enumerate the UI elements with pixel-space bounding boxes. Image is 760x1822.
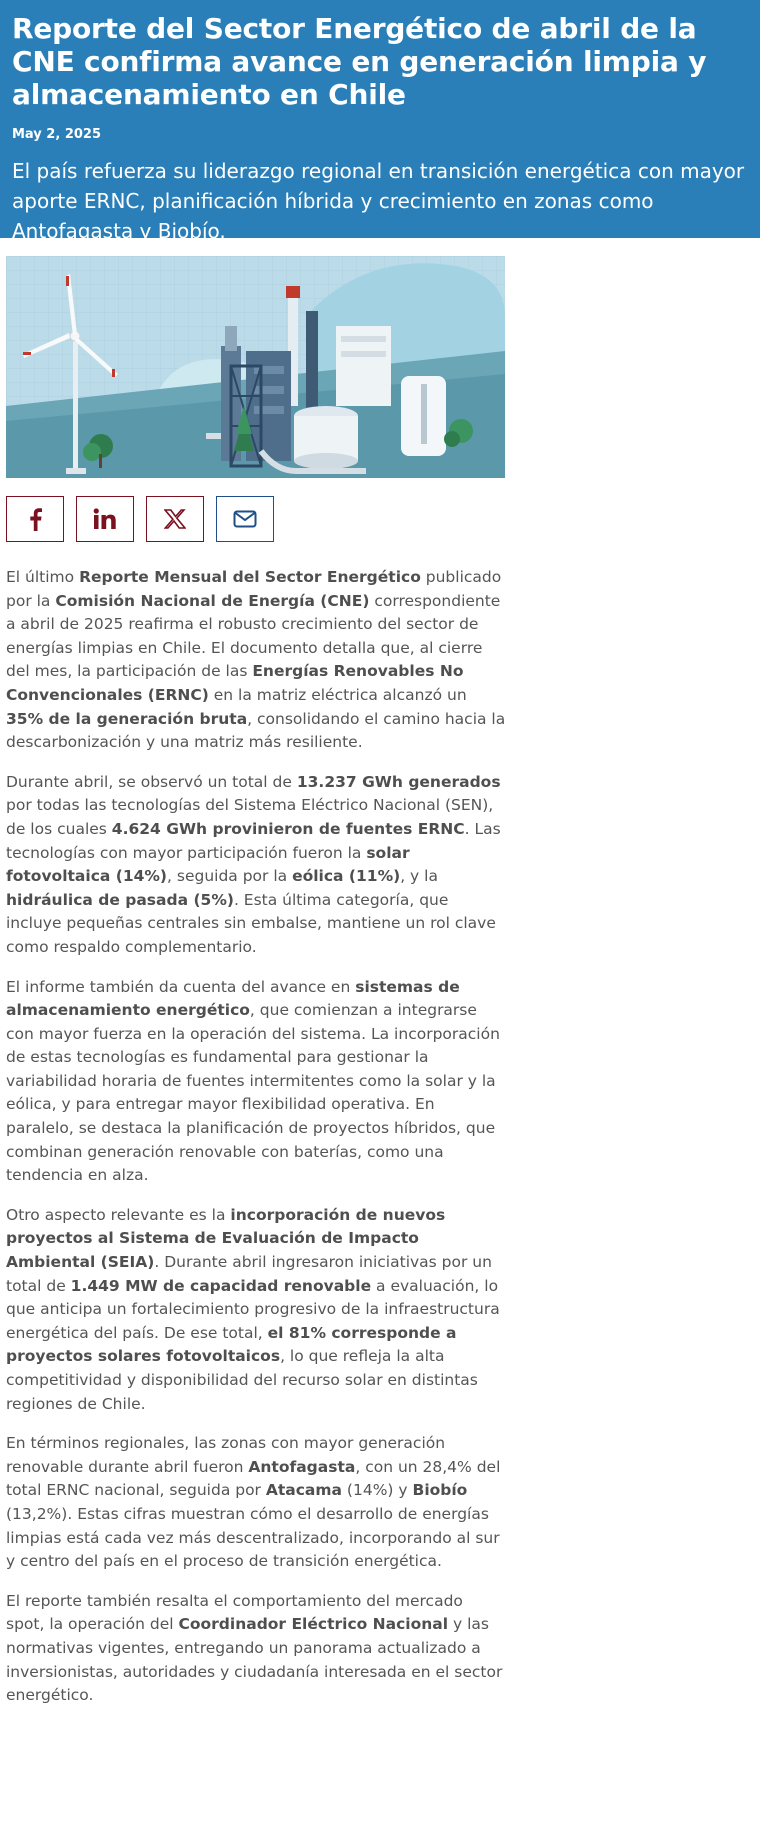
share-email-button[interactable]	[216, 496, 274, 542]
paragraph: El último Reporte Mensual del Sector Energético publicado por la Comisión Nacional de Energía (CNE) correspondiente a abril de 2025 reafirma el robusto crecimiento del sector de energías limpias en Chile. El documento detalla que, al cierre del mes, la participación de las Energías Renovables No Convencionales (ERNC) en la matriz eléctrica alcanzó un 35% de la generación bruta, consolidando el camino hacia la descarbonización y una matriz más resiliente.	[6, 568, 506, 752]
bold-text: solar fotovoltaica (14%)	[6, 843, 410, 886]
paragraph: El reporte también resalta el comportamiento del mercado spot, la operación del Coordinador Eléctrico Nacional y las normativas vigentes, entregando un panorama actualizado a inversionistas, autoridades y ciudadanía interesada en el sector energético.	[6, 1591, 503, 1705]
bold-text: 35% de la generación bruta	[6, 709, 248, 728]
share-bar	[6, 496, 760, 542]
publish-date: May 2, 2025	[12, 127, 102, 142]
bold-text: Biobío	[412, 1481, 468, 1500]
paragraph: El informe también da cuenta del avance en sistemas de almacenamiento energético, que comienzan a integrarse con mayor fuerza en la operación del sistema. La incorporación de estas tecnologías es fundamental para gestionar la variabilidad horaria de fuentes intermitentes como la solar y la eólica, y para entregar mayor flexibilidad operativa. En paralelo, se destaca la planificación de proyectos híbridos, que combinan generación renovable con baterías, como una tendencia en alza.	[6, 977, 500, 1185]
x-icon	[164, 509, 186, 529]
paragraph: Durante abril, se observó un total de 13.237 GWh generados por todas las tecnologías del Sistema Eléctrico Nacional (SEN), de los cuales 4.624 GWh provinieron de fuentes ERNC. Las tecnologías con mayor participación fueron la solar fotovoltaica (14%), seguida por la eólica (11%), y la hidráulica de pasada (5%). Esta última categoría, que incluye pequeñas centrales sin embalse, mantiene un rol clave como respaldo complementario.	[6, 772, 501, 956]
linkedin-icon	[93, 508, 117, 530]
bold-text: eólica (11%)	[292, 867, 401, 886]
article-title: Reporte del Sector Energético de abril de la CNE confirma avance en generación limpia y almacenamiento en Chile	[12, 12, 707, 111]
paragraph: En términos regionales, las zonas con mayor generación renovable durante abril fueron Antofagasta, con un 28,4% del total ERNC nacional, seguida por Atacama (14%) y Biobío (13,2%). Estas cifras muestran cómo el desarrollo de energías limpias está cada vez más descentralizado, incorporando al sur y centro del país en el proceso de transición energética.	[6, 1434, 501, 1571]
bold-text: Antofagasta	[248, 1457, 356, 1476]
article-header	[0, 0, 760, 243]
bold-text: sistemas de almacenamiento energético	[6, 977, 460, 1020]
bold-text: Coordinador Eléctrico Nacional	[178, 1615, 449, 1634]
bold-text: el 81% corresponde a proyectos solares fotovoltaicos	[6, 1323, 457, 1366]
bold-text: Reporte Mensual del Sector Energético	[79, 568, 421, 586]
email-icon	[233, 510, 257, 528]
facebook-icon	[24, 507, 46, 531]
energy-plant-illustration	[6, 256, 505, 478]
bold-text: hidráulica de pasada (5%)	[6, 890, 234, 909]
article-body	[6, 566, 506, 1708]
bold-text: Atacama	[265, 1481, 342, 1500]
bold-text: Comisión Nacional de Energía (CNE)	[55, 591, 370, 610]
share-linkedin-button[interactable]	[76, 496, 134, 542]
bold-text: 1.449 MW de capacidad renovable	[70, 1276, 372, 1295]
article-subtitle: El país refuerza su liderazgo regional en transición energética con mayor aporte ERNC, planificación híbrida y crecimiento en zonas como Antofagasta y Biobío.	[12, 159, 745, 243]
bold-text: 4.624 GWh provinieron de fuentes ERNC	[111, 819, 465, 838]
bold-text: incorporación de nuevos proyectos al Sistema de Evaluación de Impacto Ambiental (SEIA)	[6, 1205, 446, 1272]
share-facebook-button[interactable]	[6, 496, 64, 542]
share-x-button[interactable]	[146, 496, 204, 542]
paragraph: Otro aspecto relevante es la incorporación de nuevos proyectos al Sistema de Evaluación de Impacto Ambiental (SEIA). Durante abril ingresaron iniciativas por un total de 1.449 MW de capacidad renovable a evaluación, lo que anticipa un fortalecimiento progresivo de la infraestructura energética del país. De ese total, el 81% corresponde a proyectos solares fotovoltaicos, lo que refleja la alta competitividad y disponibilidad del recurso solar en distintas regiones de Chile.	[6, 1205, 500, 1413]
bold-text: Energías Renovables No Convencionales (ERNC)	[6, 662, 464, 704]
bold-text: 13.237 GWh generados	[296, 772, 501, 791]
